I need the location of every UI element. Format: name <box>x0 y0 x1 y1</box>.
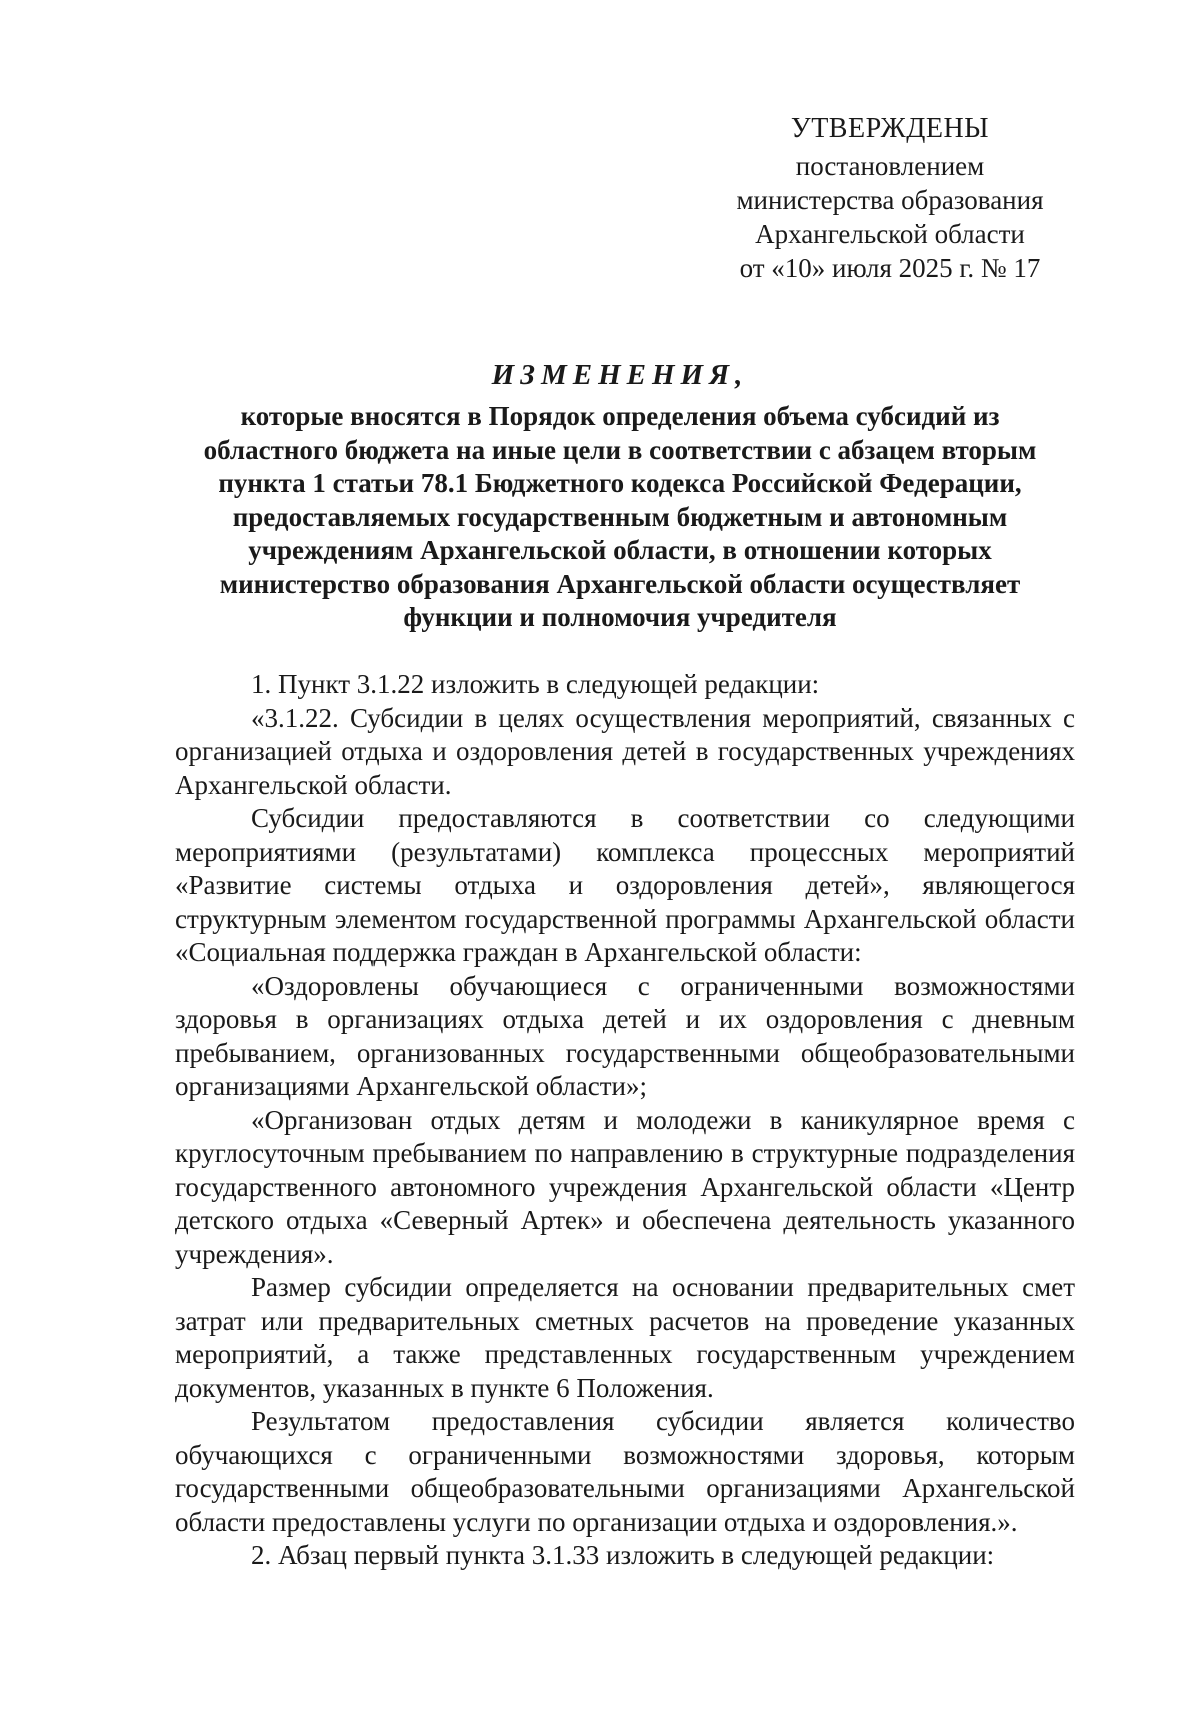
heading-line: которые вносятся в Порядок определения объема субсидий из <box>240 401 1000 431</box>
heading-line: областного бюджета на иные цели в соответствии с абзацем вторым <box>203 434 1037 465</box>
paragraph-quote-3-1-22: «3.1.22. Субсидии в целях осуществления мероприятий, связанных с организацией отдыха и оздоровления детей в государственных учреждениях Архангельской области. <box>175 702 1075 800</box>
approval-line: министерства образования <box>736 185 1044 215</box>
approval-stamp <box>680 112 1100 285</box>
paragraph-event-health: «Оздоровлены обучающиеся с ограниченными возможностями здоровья в организациях отдыха детей и их оздоровления с дневным пребыванием, организованных государственными общеобразовательными организациями Архангельской области»; <box>175 970 1075 1101</box>
approval-heading: УТВЕРЖДЕНЫ <box>790 113 990 144</box>
heading-line: предоставляемых государственным бюджетным и автономным <box>232 501 1008 532</box>
heading-line: учреждениям Архангельской области, в отношении которых <box>248 535 992 565</box>
paragraph-item-2: 2. Абзац первый пункта 3.1.33 изложить в следующей редакции: <box>251 1540 995 1570</box>
approval-date: от «10» июля 2025 г. № 17 <box>739 253 1041 283</box>
document-heading <box>180 355 1060 635</box>
approval-line: Архангельской области <box>755 219 1025 249</box>
paragraph-item-1: 1. Пункт 3.1.22 изложить в следующей редакции: <box>251 669 820 699</box>
document-title: ИЗМЕНЕНИЯ, <box>491 359 749 391</box>
paragraph-event-rest: «Организован отдых детям и молодежи в каникулярное время с круглосуточным пребыванием по направлению в структурные подразделения государственного автономного учреждения Архангельской области «Центр детского отдыха «Северный Артек» и обеспечена деятельность указанного учреждения». <box>175 1104 1075 1269</box>
heading-line: функции и полномочия учредителя <box>403 602 837 632</box>
paragraph-subsidy-size: Размер субсидии определяется на основании предварительных смет затрат или предварительных сметных расчетов на проведение указанных мероприятий, а также представленных государственным учреждением документов, указанных в пункте 6 Положения. <box>175 1272 1075 1403</box>
heading-line: пункта 1 статьи 78.1 Бюджетного кодекса Российской Федерации, <box>218 468 1022 498</box>
approval-line: постановлением <box>795 151 985 181</box>
paragraph-subsidies: Субсидии предоставляются в соответствии со следующими мероприятиями (результатами) комплекса процессных мероприятий «Развитие системы отдыха и оздоровления детей», являющегося структурным элементом государственной программы Архангельской области «Социальная поддержка граждан в Архангельской области: <box>175 803 1075 967</box>
heading-line: министерство образования Архангельской области осуществляет <box>219 568 1021 599</box>
paragraph-result: Результатом предоставления субсидии является количество обучающихся с ограниченными возможностями здоровья, которым государственными общеобразовательными организациями Архангельской области предоставлены услуги по организации отдыха и оздоровления.». <box>175 1406 1075 1537</box>
document-body <box>175 668 1075 1573</box>
